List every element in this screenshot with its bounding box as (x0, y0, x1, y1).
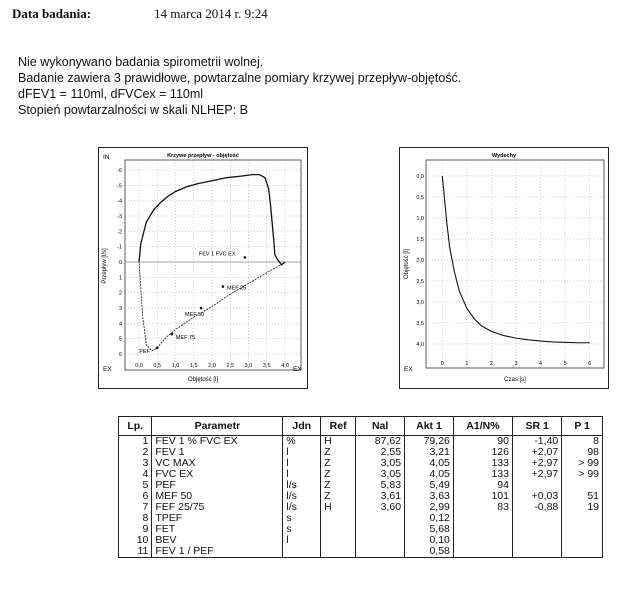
table-cell: 3,21 (405, 447, 454, 458)
table-cell: 2,99 (405, 502, 454, 513)
table-cell: 11 (119, 546, 152, 558)
table-header-row (119, 417, 603, 436)
table-cell (321, 546, 356, 558)
volume-xlabel: Czas [s] (504, 377, 526, 383)
y-tick-label: 3 (118, 306, 122, 312)
exam-notes (18, 54, 461, 118)
table-cell: BEV (152, 535, 283, 546)
table-cell: 51 (562, 491, 603, 502)
table-cell: 83 (453, 502, 512, 513)
y-tick-label: -6 (117, 168, 122, 174)
table-cell: FEV 1 / PEF (152, 546, 283, 558)
table-cell: l/s (283, 491, 321, 502)
table-cell: l (283, 447, 321, 458)
y-tick-label: 2,0 (416, 258, 424, 264)
annotation-mef25: MEF 25 (226, 285, 247, 292)
column-header: A1/N% (453, 417, 512, 436)
table-cell (453, 513, 512, 524)
table-cell: > 99 (562, 458, 603, 469)
x-tick-label: 3,5 (262, 363, 271, 369)
table-cell: 3,05 (356, 458, 405, 469)
annotation-marker (222, 285, 225, 288)
table-cell: 3,61 (356, 491, 405, 502)
table-cell (512, 535, 561, 546)
table-cell: H (321, 502, 356, 513)
table-cell (562, 524, 603, 535)
table-cell: l (283, 469, 321, 480)
table-cell: 8 (562, 436, 603, 448)
table-cell: 10 (119, 535, 152, 546)
table-cell: Z (321, 480, 356, 491)
annotation-marker (171, 333, 174, 336)
table-cell: s (283, 524, 321, 535)
table-cell: -0,88 (512, 502, 561, 513)
volume-time-panel (399, 147, 609, 389)
annotation-marker (244, 256, 247, 259)
x-tick-label: 2,0 (208, 363, 216, 369)
table-cell (512, 546, 561, 558)
table-cell: 8 (119, 513, 152, 524)
table-cell: -1,40 (512, 436, 561, 448)
flow-chart-title: Krzywe przepływ - objętość (167, 153, 239, 159)
y-tick-label: 2 (118, 290, 122, 297)
x-tick-label: 2,5 (226, 363, 235, 369)
table-cell (321, 535, 356, 546)
table-cell: s (283, 513, 321, 524)
table-row (119, 524, 603, 535)
table-cell (562, 513, 603, 524)
results-table (118, 416, 603, 558)
table-cell: 94 (453, 480, 512, 491)
table-cell (321, 513, 356, 524)
table-cell: 19 (562, 502, 603, 513)
x-tick-label: 1,0 (171, 363, 180, 369)
table-cell (453, 524, 512, 535)
corner-ex-label: EX (404, 366, 413, 373)
table-cell: VC MAX (152, 458, 283, 469)
x-tick-label: 0 (440, 361, 444, 367)
table-cell: 87,62 (356, 436, 405, 448)
table-cell: 5,49 (405, 480, 454, 491)
table-cell: +2,97 (512, 469, 561, 480)
table-cell: MEF 50 (152, 491, 283, 502)
table-row (119, 436, 603, 448)
y-tick-label: 1,0 (416, 216, 424, 222)
table-cell: FEF 25/75 (152, 502, 283, 513)
y-tick-label: -3 (117, 214, 122, 220)
corner-ex-right-label: EX (293, 366, 302, 373)
table-cell: 7 (119, 502, 152, 513)
annotation-marker (200, 307, 203, 310)
table-cell (283, 546, 321, 558)
table-cell: 3,60 (356, 502, 405, 513)
table-cell: TPEF (152, 513, 283, 524)
x-tick-label: 6 (588, 361, 592, 367)
column-header: Akt 1 (405, 417, 454, 436)
table-cell: Z (321, 469, 356, 480)
y-tick-label: 0,5 (416, 195, 424, 201)
annotation-pef: PEF (139, 348, 150, 355)
table-cell (321, 524, 356, 535)
note-line: dFEV1 = 110ml, dFVCex = 110ml (18, 87, 204, 101)
table-cell: Z (321, 491, 356, 502)
flow-ylabel: Przepływ [l/s] (102, 248, 108, 284)
table-cell: 2,55 (356, 447, 405, 458)
y-tick-label: 6 (118, 352, 122, 358)
table-row (119, 469, 603, 480)
annotation-mef75: MEF 75 (175, 335, 196, 342)
table-cell: PEF (152, 480, 283, 491)
table-cell (356, 524, 405, 535)
table-cell: 126 (453, 447, 512, 458)
table-cell: FEV 1 % FVC EX (152, 436, 283, 448)
table-cell: 4,05 (405, 469, 454, 480)
column-header: Jdn (283, 417, 321, 436)
table-cell (453, 535, 512, 546)
table-row (119, 546, 603, 558)
table-cell: 3,05 (356, 469, 405, 480)
table-cell: 5 (119, 480, 152, 491)
exam-date-label: Data badania: (12, 6, 92, 21)
table-cell: l (283, 458, 321, 469)
table-cell: H (321, 436, 356, 448)
y-tick-label: 5 (118, 336, 122, 343)
column-header: P 1 (562, 417, 603, 436)
column-header: Ref (321, 417, 356, 436)
corner-in-label: IN (103, 154, 110, 161)
flow-annotations (139, 251, 246, 354)
table-cell: % (283, 436, 321, 448)
note-line: Nie wykonywano badania spirometrii wolnej. (18, 55, 264, 69)
table-cell: 0,10 (405, 535, 454, 546)
x-tick-label: 1 (465, 361, 469, 367)
table-cell (453, 546, 512, 558)
table-cell: 4 (119, 469, 152, 480)
table-row (119, 502, 603, 513)
y-tick-label: 1 (118, 275, 122, 282)
table-cell: Z (321, 447, 356, 458)
table-cell (512, 524, 561, 535)
table-cell: l (283, 535, 321, 546)
annotation-marker (156, 347, 159, 350)
table-body (119, 436, 603, 558)
x-tick-label: 2 (489, 361, 493, 367)
y-tick-label: 4,0 (416, 342, 424, 348)
table-cell: 9 (119, 524, 152, 535)
table-cell: 0,58 (405, 546, 454, 558)
column-header: SR 1 (512, 417, 561, 436)
table-cell: 3 (119, 458, 152, 469)
table-cell: 90 (453, 436, 512, 448)
y-tick-label: -5 (117, 183, 122, 190)
table-cell: FVC EX (152, 469, 283, 480)
x-tick-label: 4 (539, 361, 543, 367)
y-tick-label: 4 (118, 321, 122, 328)
note-line: Stopień powtarzalności w skali NLHEP: B (18, 103, 248, 117)
exam-datetime: 14 marca 2014 r. 9:24 (154, 6, 268, 21)
table-cell: Z (321, 458, 356, 469)
table-cell: FEV 1 (152, 447, 283, 458)
table-cell (512, 513, 561, 524)
x-tick-label: 0,0 (135, 363, 143, 369)
table-cell: > 99 (562, 469, 603, 480)
table-cell: +0,03 (512, 491, 561, 502)
table-cell (356, 546, 405, 558)
y-tick-label: 3,5 (416, 321, 424, 327)
x-tick-label: 4,0 (281, 363, 289, 369)
y-tick-label: 1,5 (416, 237, 424, 243)
table-cell (562, 535, 603, 546)
table-cell: 79,26 (405, 436, 454, 448)
table-cell: 133 (453, 458, 512, 469)
exam-header (12, 6, 627, 26)
volume-chart-title: Wydechy (491, 153, 517, 159)
table-cell: 1 (119, 436, 152, 448)
table-cell: 5,68 (405, 524, 454, 535)
table-cell (356, 513, 405, 524)
flow-grid (125, 160, 301, 370)
column-header: Parametr (152, 417, 283, 436)
x-tick-label: 1,5 (189, 363, 198, 369)
table-cell: 4,05 (405, 458, 454, 469)
y-tick-label: 3,0 (416, 300, 424, 306)
table-cell: 98 (562, 447, 603, 458)
y-tick-label: 0 (118, 260, 122, 266)
table-cell: 6 (119, 491, 152, 502)
table-cell: +2,07 (512, 447, 561, 458)
table-cell: 133 (453, 469, 512, 480)
table-cell: l/s (283, 480, 321, 491)
x-tick-label: 3 (514, 361, 518, 367)
table-cell: 0,12 (405, 513, 454, 524)
table-cell: 101 (453, 491, 512, 502)
corner-ex-left-label: EX (103, 366, 112, 373)
table-cell: +2,97 (512, 458, 561, 469)
volume-time-chart (400, 148, 608, 388)
table-cell: 5,83 (356, 480, 405, 491)
annotation-fev: FEV 1 FVC EX (198, 251, 236, 258)
y-tick-label: -2 (117, 229, 122, 236)
table-row (119, 513, 603, 524)
note-line: Badanie zawiera 3 prawidłowe, powtarzalne pomiary krzywej przepływ-objętość. (18, 71, 462, 85)
table-cell: 2 (119, 447, 152, 458)
x-tick-label: 0,5 (153, 363, 162, 369)
table-cell (356, 535, 405, 546)
table-cell (562, 546, 603, 558)
y-tick-label: -1 (117, 244, 122, 251)
y-tick-label: -4 (117, 198, 122, 205)
y-tick-label: 2,5 (416, 279, 424, 285)
column-header: Nal (356, 417, 405, 436)
annotation-mef50: MEF 50 (185, 312, 205, 318)
table-cell: FET (152, 524, 283, 535)
table-cell: l/s (283, 502, 321, 513)
y-tick-label: 0,0 (416, 174, 424, 180)
table-cell: 3,63 (405, 491, 454, 502)
x-tick-label: 5 (563, 361, 567, 367)
volume-ylabel: Objętość [l] (404, 248, 410, 280)
column-header: Lp. (119, 417, 152, 436)
flow-volume-chart (99, 148, 307, 388)
flow-xlabel: Objętość [l] (187, 377, 219, 383)
x-tick-label: 3,0 (244, 363, 253, 369)
flow-volume-panel (98, 147, 308, 389)
